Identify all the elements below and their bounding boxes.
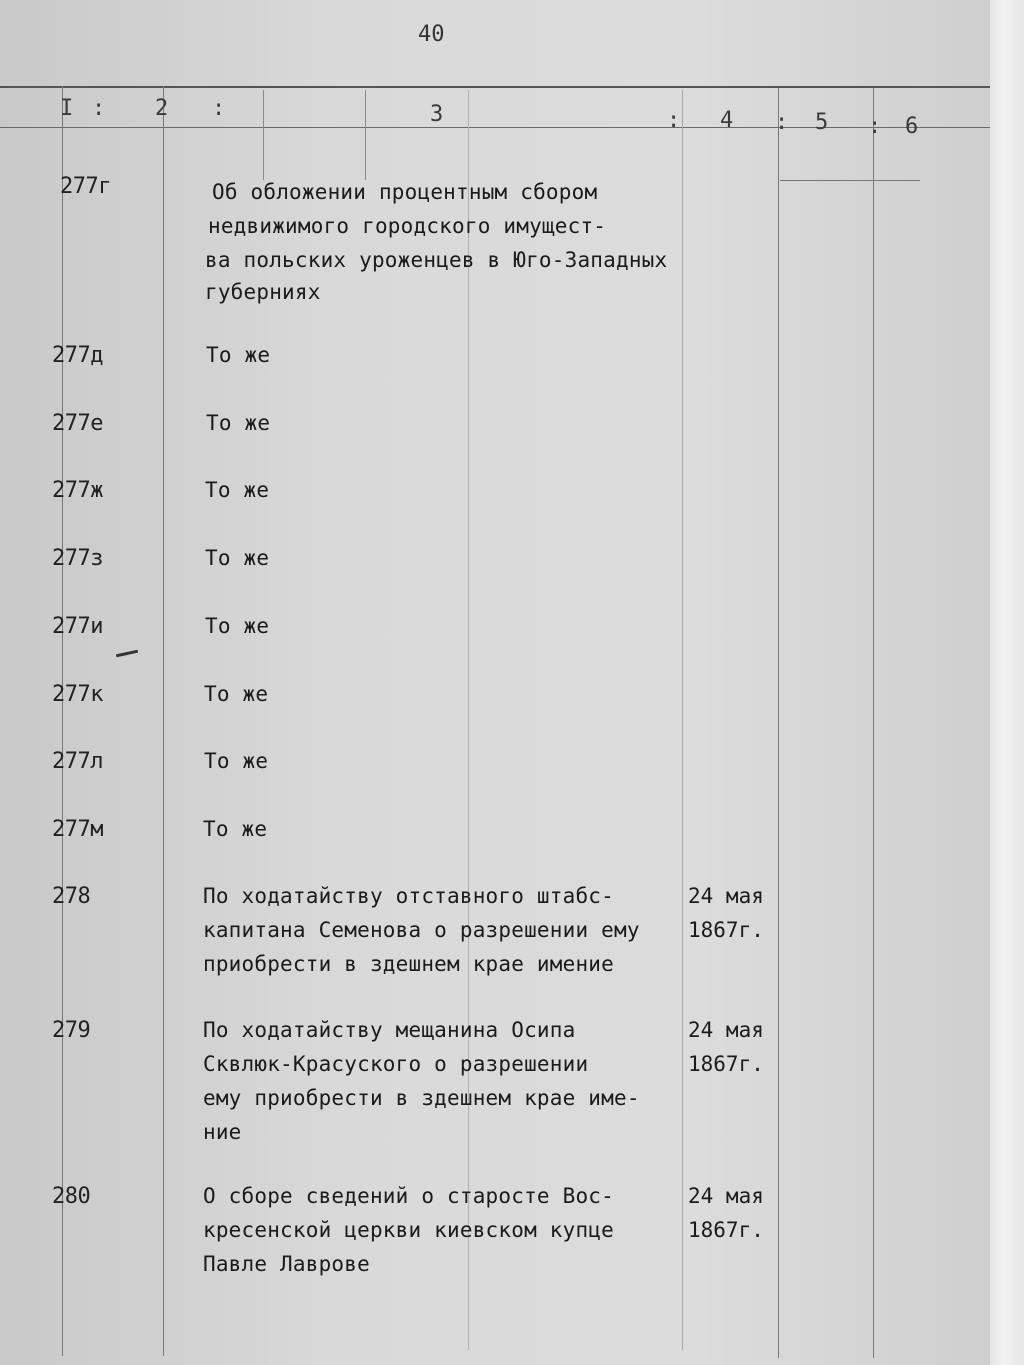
row-number: 277к <box>52 682 103 707</box>
row-number: 277е <box>52 411 103 436</box>
row-number: 280 <box>52 1184 91 1209</box>
page-edge <box>990 0 1024 1365</box>
column-divider <box>468 90 469 1350</box>
row-text: недвижимого городского имущест- <box>208 214 607 238</box>
row-date: 24 мая <box>688 1018 764 1042</box>
header-sep: : <box>775 110 789 135</box>
row-text: ему приобрести в здешнем крае име- <box>203 1086 640 1110</box>
row-text: кресенской церкви киевском купце <box>203 1218 614 1242</box>
row-text: Сквлюк-Красуского о разрешении <box>203 1052 589 1076</box>
row-date: 1867г. <box>688 918 764 942</box>
header-col-6: 6 <box>905 114 919 139</box>
header-sep: : <box>212 96 226 121</box>
row-number: 277л <box>52 749 103 774</box>
row-date: 1867г. <box>688 1218 764 1242</box>
header-col-5: 5 <box>815 110 829 135</box>
header-top-rule <box>0 86 990 88</box>
column-divider <box>682 90 683 1350</box>
row-text: Павле Лаврове <box>203 1252 370 1276</box>
header-col-1: I <box>60 96 74 121</box>
page-number: 40 <box>418 22 445 47</box>
column-divider <box>163 86 164 1356</box>
header-col-3: 3 <box>430 102 444 127</box>
row-text: По ходатайству отставного штабс- <box>203 884 614 908</box>
row-text: О сборе сведений о старосте Вос- <box>203 1184 614 1208</box>
header-sep: : <box>868 114 882 139</box>
row-text: То же <box>206 411 271 435</box>
column-divider <box>365 90 366 180</box>
row-text: То же <box>204 682 269 706</box>
row-date: 24 мая <box>688 1184 764 1208</box>
row-text: ва польских уроженцев в Юго-Западных <box>205 248 668 272</box>
header-rule <box>0 127 990 128</box>
row-number: 277м <box>52 817 103 842</box>
column-divider <box>873 88 874 1358</box>
column-divider <box>263 90 264 180</box>
row-text: То же <box>205 546 270 570</box>
row-text: То же <box>203 817 268 841</box>
row-text: То же <box>206 343 271 367</box>
row-text: губерниях <box>205 280 321 304</box>
row-text: По ходатайству мещанина Осипа <box>203 1018 576 1042</box>
row-date: 24 мая <box>688 884 764 908</box>
column-divider <box>778 88 779 1358</box>
row-text: ние <box>203 1120 242 1144</box>
row-number: 277д <box>52 343 103 368</box>
row-number: 279 <box>52 1018 91 1043</box>
row-number: 277з <box>52 546 103 571</box>
header-sep: : <box>92 96 106 121</box>
header-col-2: 2 <box>155 96 169 121</box>
row-text: То же <box>205 614 270 638</box>
row-text: Об обложении процентным сбором <box>212 180 598 204</box>
row-text: приобрести в здешнем крае имение <box>203 952 614 976</box>
header-sep: : <box>667 108 681 133</box>
row-number: 278 <box>52 884 91 909</box>
header-col-4: 4 <box>720 108 734 133</box>
row-text: капитана Семенова о разрешении ему <box>203 918 640 942</box>
column-divider <box>62 86 63 1356</box>
row-text: То же <box>204 749 269 773</box>
row-number: 277г <box>60 174 111 199</box>
row-number: 277и <box>52 614 103 639</box>
header-bottom-rule <box>780 180 920 181</box>
row-number: 277ж <box>52 478 103 503</box>
row-text: То же <box>205 478 270 502</box>
row-date: 1867г. <box>688 1052 764 1076</box>
